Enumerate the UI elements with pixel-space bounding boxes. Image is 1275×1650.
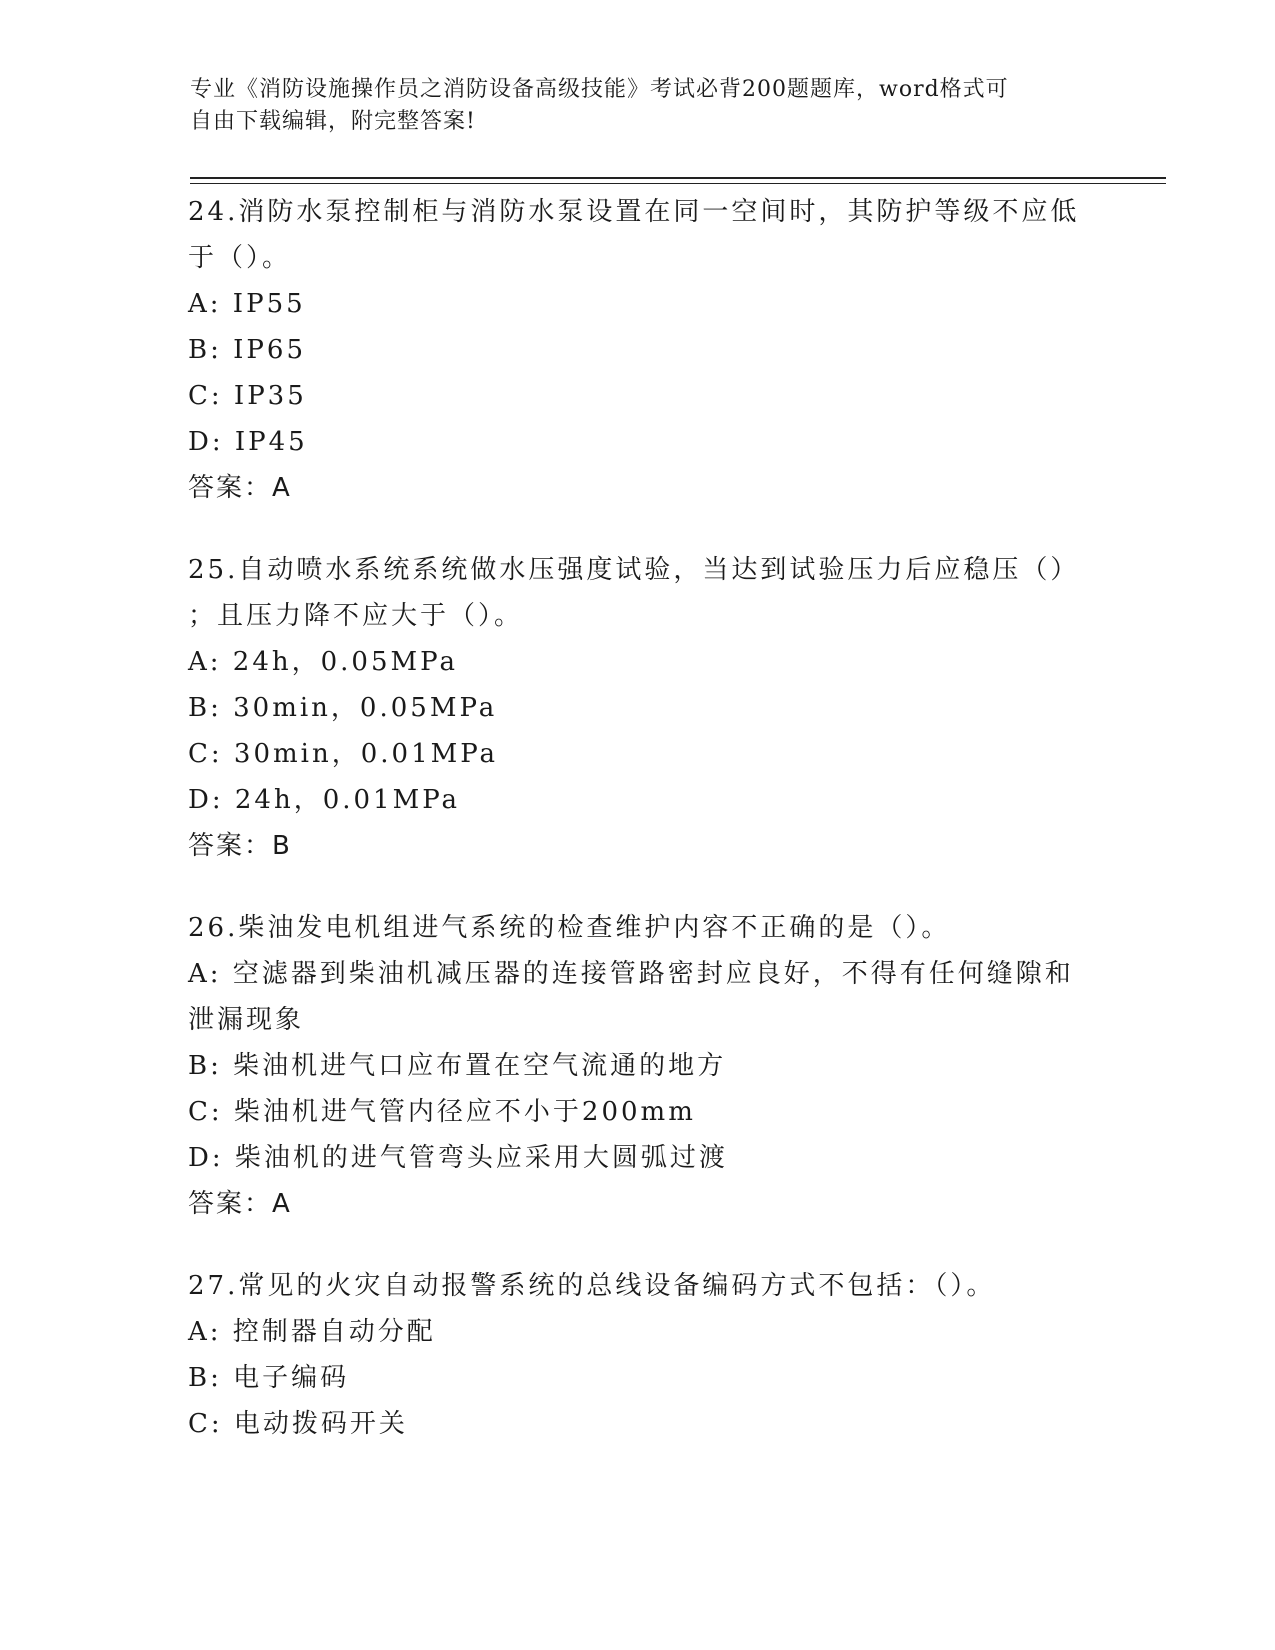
option-a: A: 24h，0.05MPa [188, 647, 458, 677]
option-a: A: 空滤器到柴油机减压器的连接管路密封应良好，不得有任何缝隙和 [188, 959, 1074, 989]
answer-label: 答案：A [188, 1189, 292, 1219]
option-c: C: 30min，0.01MPa [188, 739, 499, 769]
question-stem: 26.柴油发电机组进气系统的检查维护内容不正确的是（）。 [188, 913, 951, 943]
option-d: D: IP45 [188, 427, 308, 457]
option-b: B: 电子编码 [188, 1363, 350, 1393]
question-stem: 25.自动喷水系统系统做水压强度试验，当达到试验压力后应稳压（） [188, 555, 1080, 585]
question-spacer [188, 511, 1108, 547]
option-b: B: 柴油机进气口应布置在空气流通的地方 [188, 1051, 727, 1081]
option-c: C: 电动拨码开关 [188, 1409, 408, 1439]
question-spacer [188, 1227, 1108, 1263]
question-27 [188, 1263, 1108, 1447]
answer-label: 答案：B [188, 831, 292, 861]
option-c: C: 柴油机进气管内径应不小于200mm [188, 1097, 696, 1127]
option-b: B: 30min，0.05MPa [188, 693, 498, 723]
question-spacer [188, 869, 1108, 905]
question-list [188, 189, 1108, 1447]
question-24 [188, 189, 1108, 511]
option-a-continued: 泄漏现象 [188, 1005, 305, 1035]
header-line-1: 专业《消防设施操作员之消防设备高级技能》考试必背200题题库，word格式可 [190, 77, 1009, 102]
question-26 [188, 905, 1108, 1227]
question-stem: 于（）。 [188, 243, 292, 273]
question-stem: 24.消防水泵控制柜与消防水泵设置在同一空间时，其防护等级不应低 [188, 197, 1080, 227]
question-stem: 27.常见的火灾自动报警系统的总线设备编码方式不包括：（）。 [188, 1271, 996, 1301]
option-c: C: IP35 [188, 381, 307, 411]
option-a: A: IP55 [188, 289, 306, 319]
option-a: A: 控制器自动分配 [188, 1317, 436, 1347]
header-divider-thick [190, 177, 1166, 179]
question-25 [188, 547, 1108, 869]
option-b: B: IP65 [188, 335, 306, 365]
header-divider-thin [190, 183, 1166, 184]
option-d: D: 24h，0.01MPa [188, 785, 461, 815]
question-stem: ；且压力降不应大于（）。 [188, 601, 524, 631]
document-header [190, 74, 1090, 138]
answer-label: 答案：A [188, 473, 292, 503]
header-line-2: 自由下载编辑，附完整答案! [190, 109, 476, 134]
option-d: D: 柴油机的进气管弯头应采用大圆弧过渡 [188, 1143, 728, 1173]
